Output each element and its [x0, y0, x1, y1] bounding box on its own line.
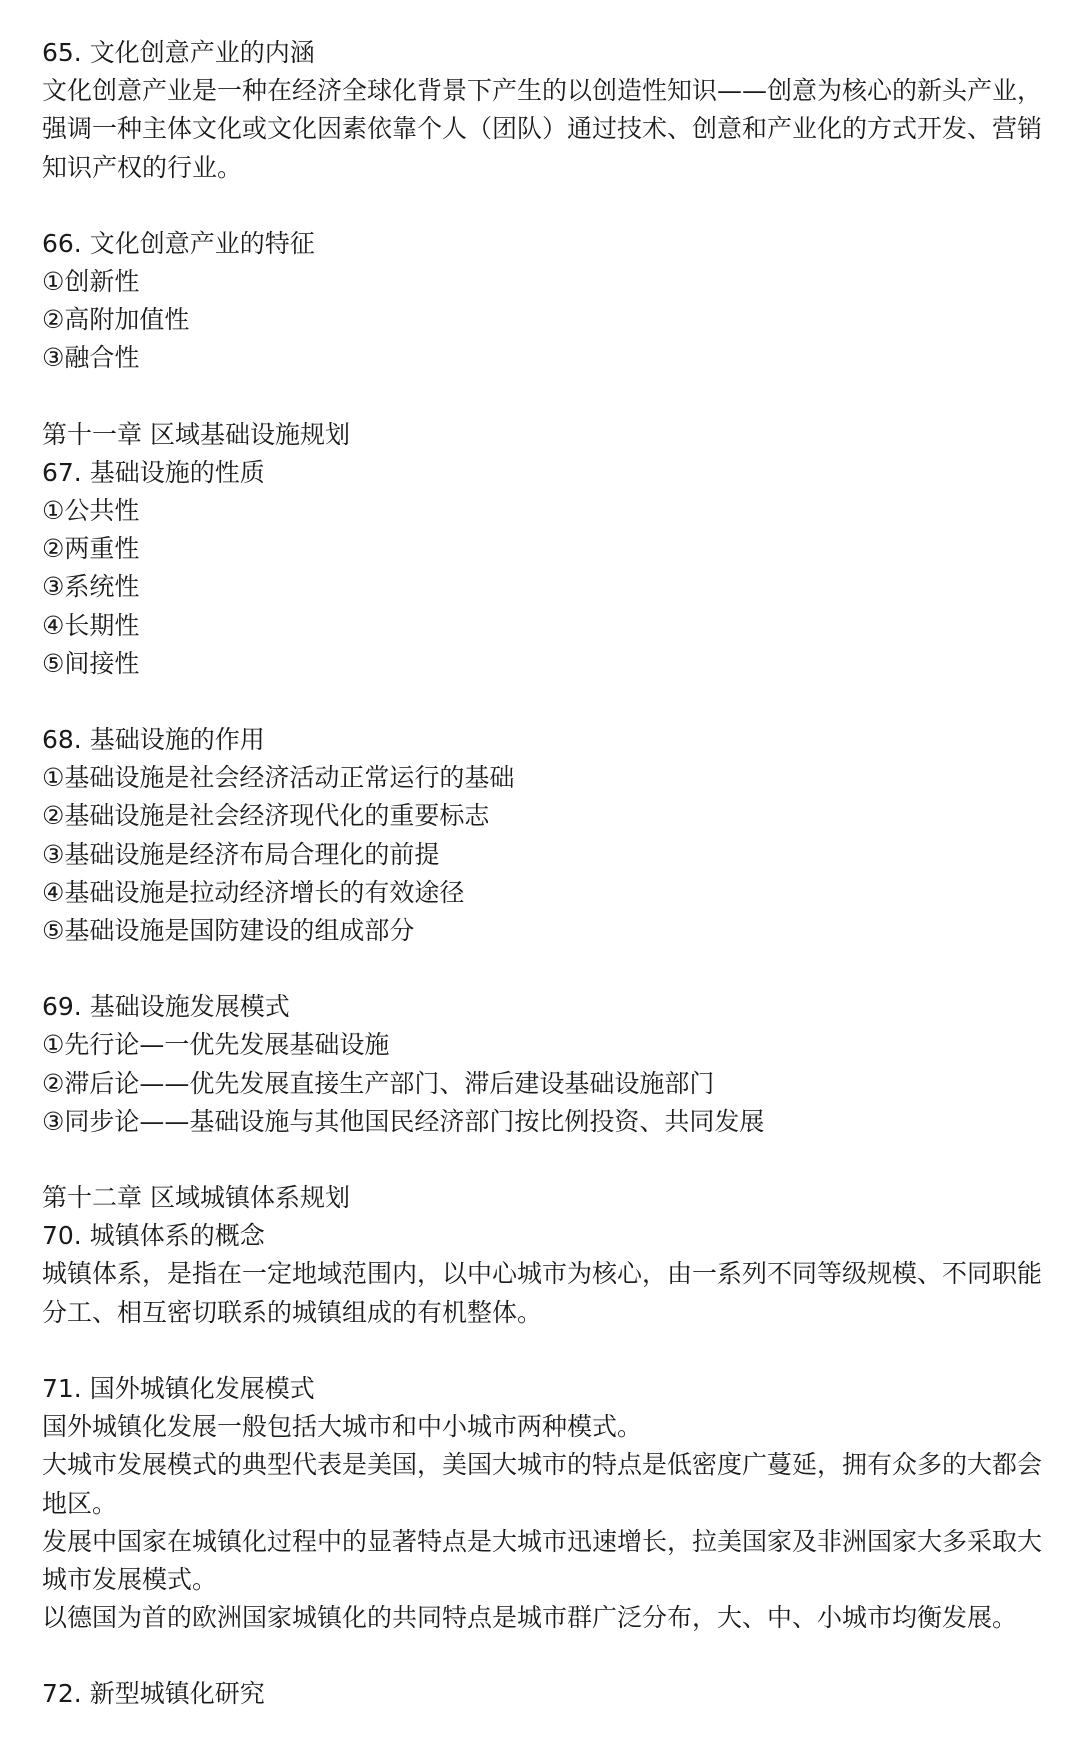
list-item: ①公共性 [42, 496, 140, 526]
section-title: 71. 国外城镇化发展模式 [42, 1373, 315, 1403]
list-item: ②滞后论——优先发展直接生产部门、滞后建设基础设施部门 [42, 1068, 715, 1098]
list-item: ①基础设施是社会经济活动正常运行的基础 [42, 763, 515, 793]
list-item: ④长期性 [42, 610, 140, 640]
list-item: ①创新性 [42, 267, 140, 297]
section-title: 66. 文化创意产业的特征 [42, 228, 315, 258]
section-title: 72. 新型城镇化研究 [42, 1679, 265, 1709]
section-title: 69. 基础设施发展模式 [42, 992, 290, 1022]
section-71 [42, 1370, 1052, 1637]
section-72 [42, 1675, 1052, 1713]
section-68 [42, 721, 1052, 950]
document-page [42, 34, 1052, 1714]
chapter-11 [42, 416, 1052, 454]
list-item: ⑤基础设施是国防建设的组成部分 [42, 916, 415, 946]
list-item: ①先行论—一优先发展基础设施 [42, 1030, 390, 1060]
list-item: ②基础设施是社会经济现代化的重要标志 [42, 801, 490, 831]
section-title: 67. 基础设施的性质 [42, 457, 265, 487]
chapter-12 [42, 1179, 1052, 1217]
chapter-title: 第十二章 区域城镇体系规划 [42, 1183, 350, 1213]
list-item: ⑤间接性 [42, 648, 140, 678]
paragraph: 国外城镇化发展一般包括大城市和中小城市两种模式。 [42, 1412, 643, 1442]
section-70 [42, 1217, 1052, 1332]
section-67 [42, 454, 1052, 683]
section-65 [42, 34, 1052, 187]
section-title: 70. 城镇体系的概念 [42, 1221, 265, 1251]
list-item: ③融合性 [42, 343, 140, 373]
list-item: ②两重性 [42, 534, 140, 564]
list-item: ③同步论——基础设施与其他国民经济部门按比例投资、共同发展 [42, 1106, 765, 1136]
section-title: 68. 基础设施的作用 [42, 725, 265, 755]
list-item: ③基础设施是经济布局合理化的前提 [42, 839, 440, 869]
section-69 [42, 988, 1052, 1141]
section-title: 65. 文化创意产业的内涵 [42, 38, 315, 67]
section-66 [42, 225, 1052, 378]
chapter-title: 第十一章 区域基础设施规划 [42, 419, 350, 449]
section-body: 文化创意产业是一种在经济全球化背景下产生的以创造性知识——创意为核心的新头产业，强调一种主体文化或文化因素依靠个人（团队）通过技术、创意和产业化的方式开发、营销知识产权的行业。 [42, 76, 1043, 182]
paragraph: 发展中国家在城镇化过程中的显著特点是大城市迅速增长，拉美国家及非洲国家大多采取大城市发展模式。 [42, 1526, 1043, 1594]
paragraph: 以德国为首的欧洲国家城镇化的共同特点是城市群广泛分布，大、中、小城市均衡发展。 [42, 1603, 1018, 1633]
section-body: 城镇体系，是指在一定地域范围内，以中心城市为核心，由一系列不同等级规模、不同职能分工、相互密切联系的城镇组成的有机整体。 [42, 1259, 1043, 1327]
list-item: ②高附加值性 [42, 305, 190, 335]
paragraph: 大城市发展模式的典型代表是美国，美国大城市的特点是低密度广蔓延，拥有众多的大都会地区。 [42, 1450, 1043, 1518]
list-item: ③系统性 [42, 572, 140, 602]
list-item: ④基础设施是拉动经济增长的有效途径 [42, 877, 465, 907]
